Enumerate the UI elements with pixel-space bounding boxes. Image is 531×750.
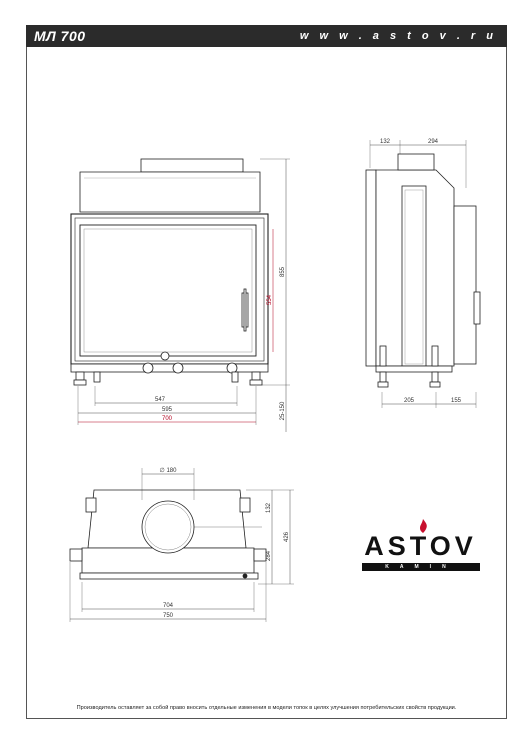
dim-top-flue: ∅ 180 <box>159 468 177 474</box>
astov-logo <box>358 527 483 577</box>
website-link[interactable]: w w w . a s t o v . r u <box>299 30 497 42</box>
front-view <box>71 159 290 432</box>
dim-side-155: 155 <box>450 398 462 404</box>
dim-side-132: 132 <box>379 139 391 145</box>
dim-top-426: 426 <box>284 531 290 543</box>
dim-side-205: 205 <box>403 398 415 404</box>
dim-top-284: 284 <box>266 550 272 562</box>
top-view <box>70 468 294 622</box>
dim-front-700: 700 <box>161 416 173 422</box>
footer-disclaimer: Производитель оставляет за собой право вносить отдельные изменения в модели топок в целях улучшения потребительских свойств продукции. <box>76 705 457 711</box>
dim-front-855: 855 <box>280 266 286 278</box>
logo-word: ASTOV <box>364 531 477 561</box>
dim-top-750: 750 <box>162 613 174 619</box>
logo-subword: KAMIN <box>362 563 480 571</box>
dim-top-704: 704 <box>162 603 174 609</box>
dim-front-547: 547 <box>154 397 166 403</box>
dim-front-595: 595 <box>161 407 173 413</box>
model-title: МЛ 700 <box>34 28 86 44</box>
dim-top-132: 132 <box>266 502 272 514</box>
dim-front-554: 554 <box>267 294 273 306</box>
dim-side-294: 294 <box>427 139 439 145</box>
side-view <box>366 140 480 408</box>
dim-front-legs: 25-150 <box>280 401 286 421</box>
